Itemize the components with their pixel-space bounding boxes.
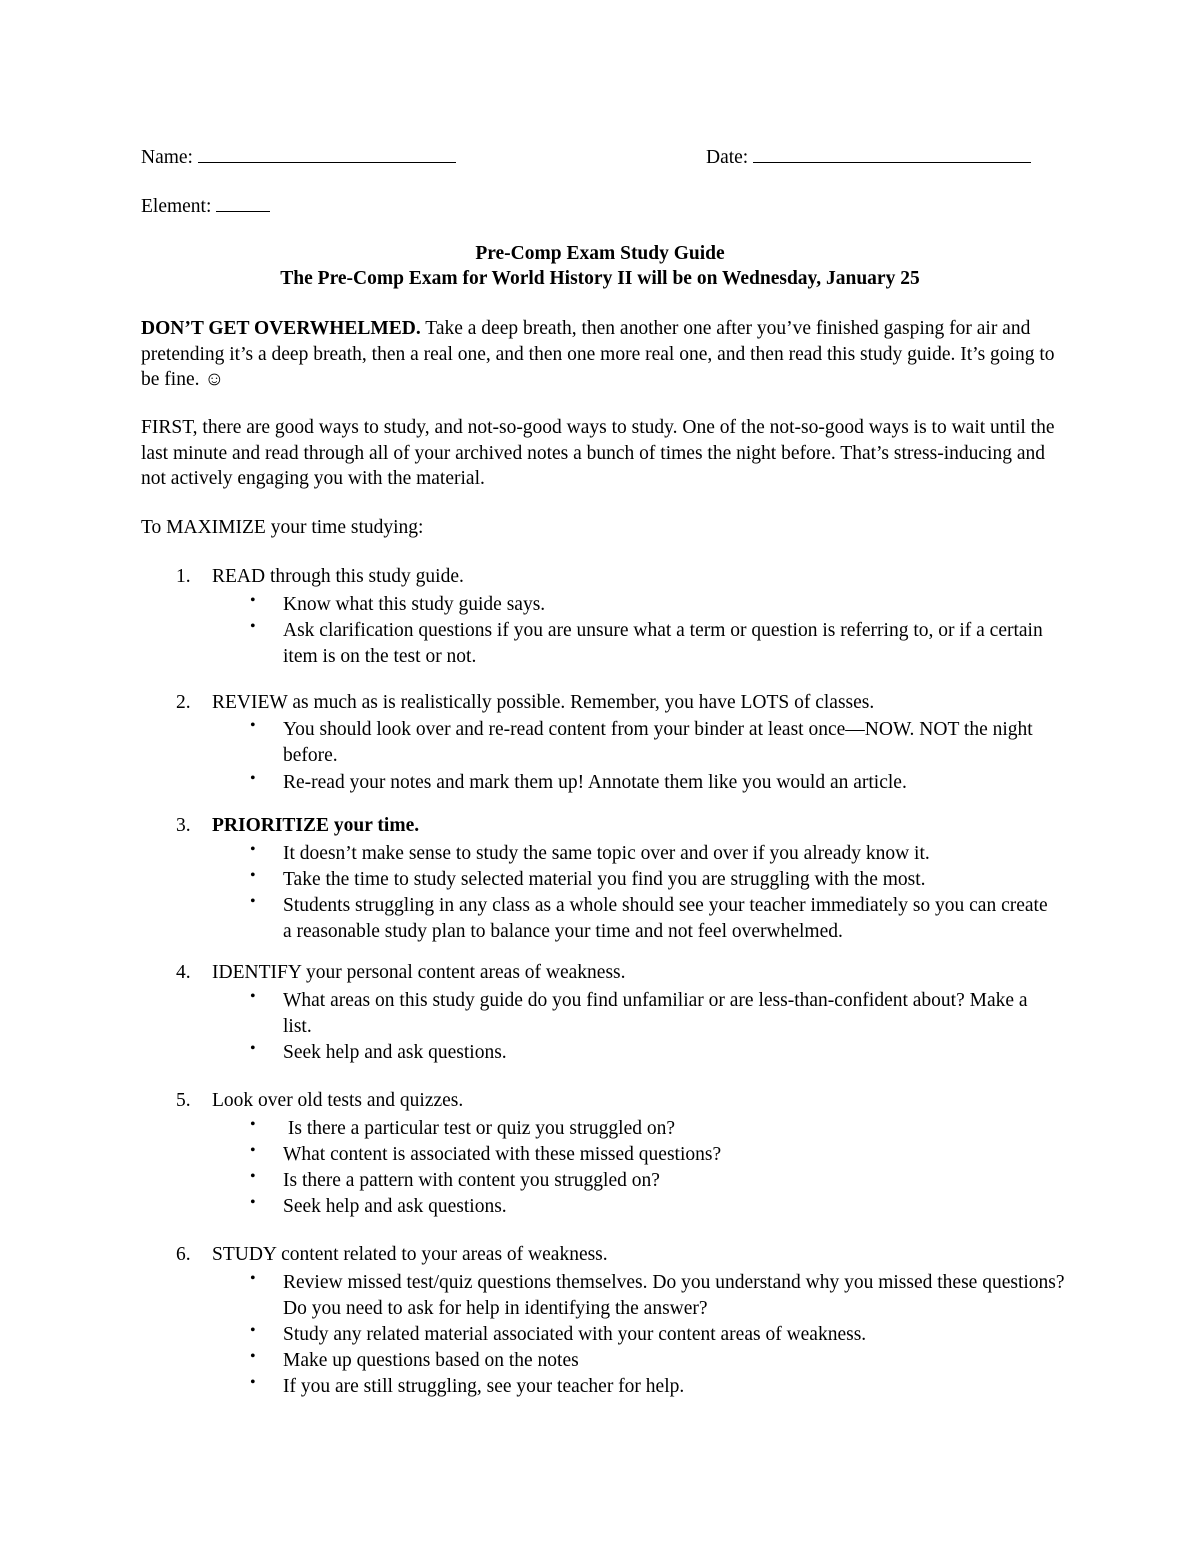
date-blank[interactable]	[753, 144, 1031, 163]
item-number: 5.	[176, 1090, 191, 1111]
bullet-icon: •	[250, 1040, 256, 1057]
name-label: Name:	[141, 147, 193, 168]
item-text: STUDY content related to your areas of weakness.	[212, 1244, 608, 1265]
bullet-icon: •	[250, 1270, 256, 1287]
bullet-text: Take the time to study selected material you find you are struggling with the most.	[283, 869, 926, 890]
bullet-text: Students struggling in any class as a whole should see your teacher immediately so you can create a reasonable study plan to balance your time and not feel overwhelmed.	[283, 895, 1048, 942]
intro-paragraph	[141, 316, 1061, 393]
bullet-text: Seek help and ask questions.	[283, 1196, 507, 1217]
bullet-text: Is there a particular test or quiz you struggled on?	[283, 1118, 676, 1139]
name-field	[141, 144, 456, 169]
bullet-text: Study any related material associated with your content areas of weakness.	[283, 1324, 867, 1345]
bullet-text: What areas on this study guide do you find unfamiliar or are less-than-confident about? Make a list.	[283, 990, 1028, 1037]
item-text: PRIORITIZE your time.	[212, 815, 420, 836]
item-text: REVIEW as much as is realistically possible. Remember, you have LOTS of classes.	[212, 692, 875, 713]
element-label: Element:	[141, 196, 212, 217]
bullet-icon: •	[250, 717, 256, 734]
intro-rest: Take a deep breath, then another one after you’ve finished gasping for air and pretending it’s a deep breath, then a real one, and then one more real one, and then read this study guide. It’s going to be fine. ☺	[141, 318, 1055, 390]
bullet-text: Seek help and ask questions.	[283, 1042, 507, 1063]
bullet-text: It doesn’t make sense to study the same topic over and over if you already know it.	[283, 843, 930, 864]
first-paragraph: FIRST, there are good ways to study, and not-so-good ways to study. One of the not-so-good ways is to wait until the last minute and read through all of your archived notes a bunch of times the night before. That’s stress-inducing and not actively engaging you with the material.	[141, 417, 1055, 489]
bullet-icon: •	[250, 1116, 256, 1133]
bullet-text: You should look over and re-read content from your binder at least once—NOW. NOT the night before.	[283, 719, 1033, 766]
element-blank[interactable]	[216, 193, 270, 212]
bullet-icon: •	[250, 867, 256, 884]
item-number: 2.	[176, 692, 191, 713]
item-text: Look over old tests and quizzes.	[212, 1090, 464, 1111]
page-title: Pre-Comp Exam Study Guide	[475, 243, 725, 264]
item-text: IDENTIFY your personal content areas of weakness.	[212, 962, 626, 983]
bullet-icon: •	[250, 893, 256, 910]
bullet-icon: •	[250, 1322, 256, 1339]
bullet-text: If you are still struggling, see your teacher for help.	[283, 1376, 685, 1397]
bullet-text: Make up questions based on the notes	[283, 1350, 579, 1371]
item-number: 6.	[176, 1244, 191, 1265]
bullet-text: Re-read your notes and mark them up! Annotate them like you would an article.	[283, 772, 907, 793]
page-subtitle: The Pre-Comp Exam for World History II will be on Wednesday, January 25	[280, 268, 920, 289]
element-field	[141, 193, 270, 218]
bullet-icon: •	[250, 1348, 256, 1365]
date-field	[706, 144, 1031, 169]
bullet-text: Ask clarification questions if you are unsure what a term or question is referring to, or if a certain item is on the test or not.	[283, 620, 1043, 667]
maximize-heading: To MAXIMIZE your time studying:	[141, 517, 424, 538]
bullet-icon: •	[250, 841, 256, 858]
bullet-text: Review missed test/quiz questions themselves. Do you understand why you missed these questions? Do you need to ask for help in identifying the answer?	[283, 1272, 1065, 1319]
item-number: 3.	[176, 815, 191, 836]
bullet-icon: •	[250, 1374, 256, 1391]
bullet-icon: •	[250, 1168, 256, 1185]
bullet-icon: •	[250, 1142, 256, 1159]
bullet-text: What content is associated with these missed questions?	[283, 1144, 722, 1165]
bullet-text: Know what this study guide says.	[283, 594, 546, 615]
name-blank[interactable]	[198, 144, 456, 163]
bullet-icon: •	[250, 770, 256, 787]
intro-lead: DON’T GET OVERWHELMED.	[141, 318, 421, 339]
bullet-icon: •	[250, 1194, 256, 1211]
date-label: Date:	[706, 147, 749, 168]
item-number: 1.	[176, 566, 191, 587]
item-text: READ through this study guide.	[212, 566, 464, 587]
bullet-icon: •	[250, 592, 256, 609]
bullet-icon: •	[250, 988, 256, 1005]
bullet-icon: •	[250, 618, 256, 635]
item-number: 4.	[176, 962, 191, 983]
bullet-text: Is there a pattern with content you struggled on?	[283, 1170, 660, 1191]
